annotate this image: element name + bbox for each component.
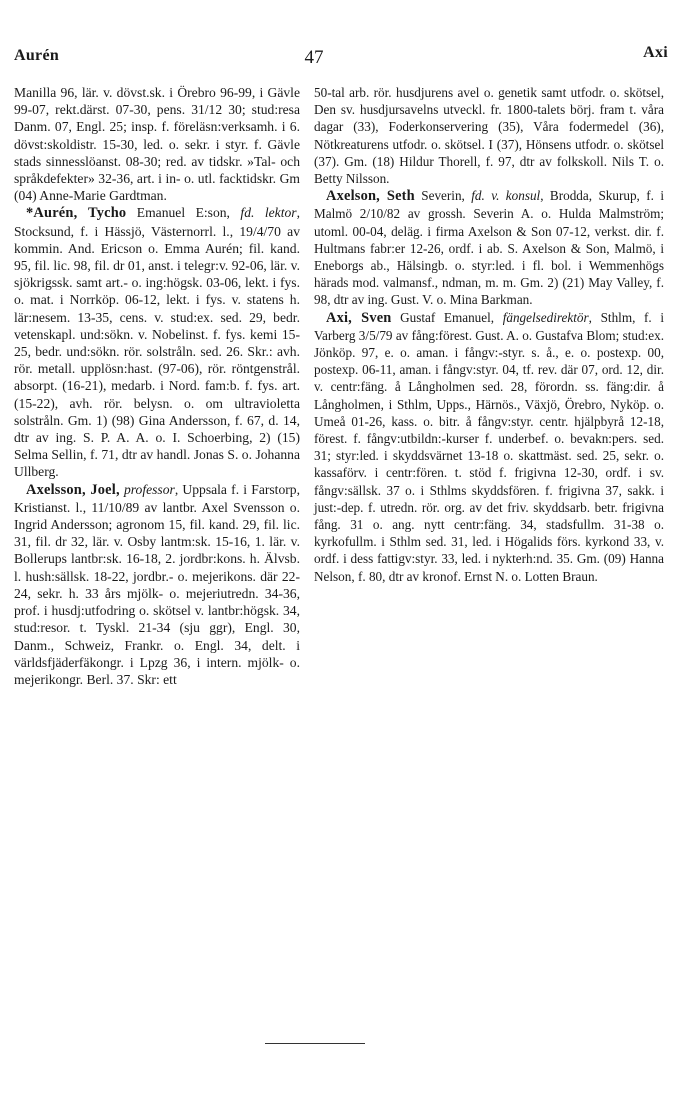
- entry-text: , Brodda, Skurup, f. i Malmö 2/10/82 av grossh. Severin A. o. Hulda Malmström; utoml. 00-04, deläg. i firma Axelson & Son 07-12, verkst. dir. f. Hultmans fabr:er 12-26, ordf. i ab. S. Axelson & Son, Malmö, i Eneborgs ab., Hälsingb. o. styr:led. i fl. bol. i Wemmenhögs härads mod. valmansf., ndman, m. m. Gm. 2) (21) May Valley, f. 98, dtr av ing. Gust. V. o. Mina Barkman.: [314, 188, 665, 308]
- entry-title: fd. lektor: [240, 205, 297, 221]
- entry-name: Axelsson, Joel,: [26, 481, 120, 498]
- entry-name: Axelson, Seth: [326, 188, 415, 205]
- entry-continuation: Manilla 96, lär. v. dövst.sk. i Örebro 96-99, i Gävle 99-07, rekt.därst. 07-30, pens. 31/12 30; stud:resa Danm. 07, Engl. 25; insp. f. föreläsn:verksamh. i 6. dövst:skoldistr. 15-30, led. o. sekr. i styr. f. Gävle stads sinnesslöanst. 08-30; red. av tidskr. »Tal- och språkdefekter» 32-36, art. i in- o. utl. facktidskr. Gm (04) Anne-Marie Gardtman.: [14, 85, 300, 204]
- running-head-right: Axi: [643, 44, 668, 61]
- entry-title: fd. v. konsul: [471, 188, 541, 204]
- entry-text: , Stocksund, f. i Hässjö, Västernorrl. l., 19/4/70 av kommin. And. Ericson o. Emma Aurén; fil. kand. 95, fil. lic. 98, fil. dr 01, anst. i telegr:v. 92-06, lär. v. sjökrigssk. samt art.- o. ing:högsk. 03-06, lekt. i fys. o. mat. i Norrköp. 06-12, lekt. i fys. v. statens h. lär:nesem. 13-35, cens. v. stud:ex. sed. 29, bedr. vetenskapl. und:sökn. v. Nobelinst. f. fys. kemi 15-25, bedr. und:sökn. rör. solstråln. sed. 26. Skr.: avh. rör. metall. upplösn:hast. (97-06), rör. röntgenstrål. absorpt. (16-21), medarb. i Nord. fam:b. f. fys. art. (15-22), avh. rör. belysn. o. om ultravioletta solstråln. Gm. 1) (98) Gina Andersson, f. 67, d. 14, dtr av ing. S. P. A. A. o. I. Schoerbing, 2) (15) Selma Sellin, f. 71, dtr av handl. Jonas S. o. Johanna Ullberg.: [14, 205, 300, 480]
- entry-name: *Aurén, Tycho: [26, 205, 127, 222]
- entry-given-names: Gustaf Emanuel,: [400, 309, 495, 325]
- entry-continuation: 50-tal arb. rör. husdjurens avel o. genetik samt utfodr. o. skötsel, Den sv. husdjursavelns utveckl. fr. 1800-talets börj. fram t. våra dagar (33), Foderkonservering (35), Våra fodermedel (36), Nötkreaturens utfodr. o. skötsel. I (37), Hönsens utfodr. o. skötsel (37). Gm. (18) Hildur Thorell, f. 97, dtr av folkskoll. Nils T. o. Betty Nilsson.: [314, 85, 664, 187]
- entry-title: fängelsedirektör: [502, 309, 589, 325]
- entry-text: , Sthlm, f. i Varberg 3/5/79 av fång:förest. Gust. A. o. Gustafva Blom; stud:ex. Jönköp. 97, e. o. aman. i fångv:-styr. s. å., e. o. postexp. 00, postexp. 06-11, aman. i fångv:styr. 04, tf. rev. där 07, ord. 12, dir. v. centr:fäng. å Långholmen sed. 28, förordn. ss. fäng:dir. å Långholmen, i Sthlm, Upps., Härnös., Växjö, Örebro, Nyköp. o. Umeå 01-26, kass. o. bitr. å fångv:styr. centr. hjälpbyrå 12-18, förest. f. fångv:utbildn:-kurser f. underbef. o. bevakn:pers. sed. 31; styr:led. i skyddsvärnet 13-18 o. skattmäst. sed. 25, sekr. o. kassaförv. i centr:fören. t. stöd f. frigivna 12-30, ordf. i sv. fångv:sällsk. 37 o. i Sthlms skyddsfören. f. frigivna 37, sakk. i just:-dep. f. utredn. rör. org. av det friv. skyddsarb. betr. frigivna fång. 31 o. ang. nytt centr:fäng. 34, stadsfullm. 31-38 o. kyrkofullm. i Sthlm sed. 31, led. i Högalids förs. kyrkond 33, v. ordf. i dess fattigv:styr. 33, led. i nykterh:nd. 35. Gm. (09) Hanna Nelson, f. 80, dtr av kronof. Ernst N. o. Lotten Braun.: [314, 309, 664, 584]
- page-number: 47: [304, 47, 324, 68]
- entry-given-names: Emanuel E:son,: [136, 205, 230, 221]
- left-column: [14, 84, 300, 688]
- entry-name: Axi, Sven: [326, 309, 392, 326]
- entry-axelsson-joel: [14, 481, 300, 688]
- entry-given-names: Severin,: [421, 188, 465, 204]
- right-column: [314, 84, 664, 585]
- page-header: [14, 44, 668, 71]
- entry-title: professor: [123, 481, 175, 497]
- entry-text: , Uppsala f. i Farstorp, Kristianst. l., 11/10/89 av lantbr. Axel Svensson o. Ingrid Andersson; agronom 15, fil. kand. 29, fil. lic. 31, fil. dr 32, lär. v. Osby lantm:sk. 15-16, 1. lär. v. Bollerups lantbr:sk. 16-18, 2. jordbr:kons. h. Älvsb. l. hush:sällsk. 18-22, jordbr.- o. mejerikons. där 22-24, sekr. h. 33 års mjölk- o. mejeriutredn. 34-36, prof. i husdj:utfodring o. skötsel v. lantbr:högsk. 34, stud:resor. t. Tyskl. 21-34 (sju ggr), Engl. 30, Danm., Schweiz, Frankr. o. Engl. 34, delt. i världsfjäderfäkongr. i Lpzg 36, i intern. mjölk- o. mejerikongr. Berl. 37. Skr: ett: [14, 481, 300, 687]
- footer-rule: [265, 1043, 365, 1044]
- entry-auren-tycho: [14, 204, 300, 480]
- entry-axi-sven: [314, 309, 664, 585]
- running-head-left: Aurén: [14, 47, 60, 64]
- entry-axelson-seth: [314, 187, 664, 308]
